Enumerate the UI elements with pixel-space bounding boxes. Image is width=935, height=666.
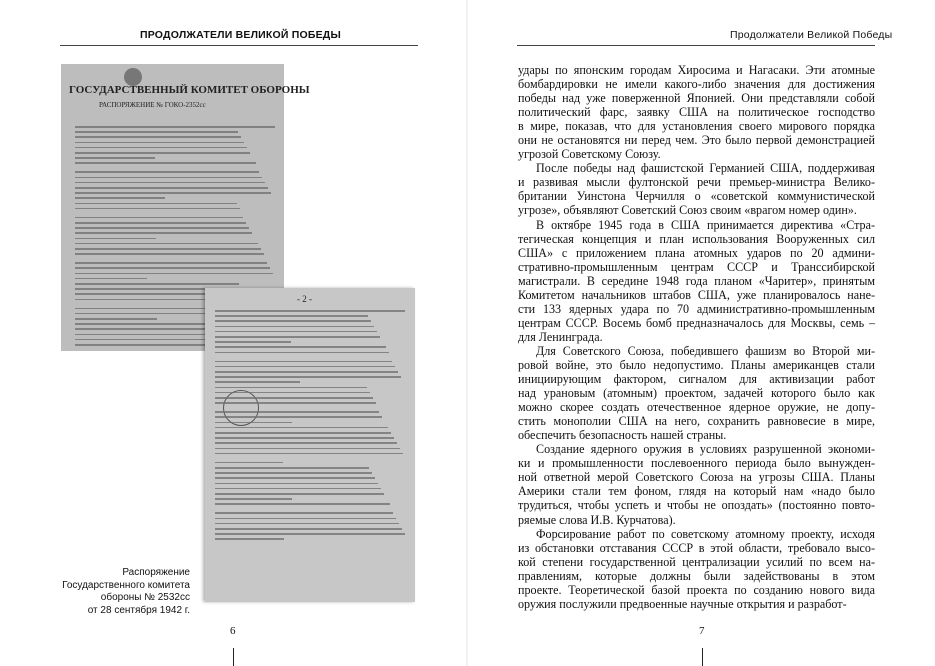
text-line: британии Уинстона Черчилля о «советской коммунистической	[518, 189, 875, 204]
typed-line	[75, 262, 267, 264]
typed-line	[215, 376, 401, 378]
text-line: политический фарс, заявку США на политическое господство	[518, 105, 875, 120]
text-line: угрозой Советскому Союзу.	[518, 147, 661, 162]
typed-line	[215, 416, 382, 418]
text-line: После победы над фашистской Германией США, поддерживая	[536, 161, 875, 176]
text-line: кой степени государственной централизации усилий по всем на-	[518, 554, 875, 569]
text-line: в мире, показав, что для установления своего мирового порядка	[518, 119, 875, 134]
typed-line	[215, 467, 369, 469]
typed-line	[75, 253, 264, 255]
typed-line	[75, 131, 238, 133]
typed-line	[75, 157, 155, 159]
typed-line	[215, 411, 379, 413]
page-footer-tick	[702, 648, 703, 666]
text-line: центрам СССР. Восемь бомб предназначалось для Москвы, семь –	[518, 315, 875, 330]
text-line: из обстановки отставания СССР в этой области, требовало высо-	[518, 540, 875, 555]
typed-line	[215, 493, 384, 495]
typed-line	[75, 243, 258, 245]
typed-line	[75, 177, 262, 179]
typed-line	[75, 152, 250, 154]
typed-line	[215, 427, 388, 429]
paragraph	[518, 63, 875, 161]
paragraph	[518, 344, 875, 442]
text-line: магистрали. В середине 1948 года планом «Чаритер», принятым	[518, 273, 875, 288]
text-line: они не остановятся ни перед чем. Это было первой демонстрацией	[518, 133, 875, 148]
typed-line	[215, 320, 371, 322]
typed-line	[215, 512, 393, 514]
typed-line	[215, 528, 402, 530]
typed-line	[215, 538, 284, 540]
text-line: оружия послужили предвоенные научные открытия и разработ-	[518, 596, 847, 611]
text-line: ки и промышленности послевоенного периода было вынужден-	[518, 456, 875, 471]
body-text	[518, 63, 875, 611]
typed-line	[215, 518, 396, 520]
typed-line	[75, 197, 165, 199]
typed-line	[75, 278, 147, 280]
paragraph	[518, 161, 875, 217]
text-line: можно скорее создать отечественное ядерное оружие, не допу-	[518, 400, 875, 415]
typed-line	[75, 171, 259, 173]
text-line: стративно-промышленным центрам СССР и Транссибирской	[518, 259, 875, 274]
text-line: проекте. Теоретической базой проекта по созданию нового вида	[518, 582, 875, 597]
typed-line	[75, 222, 246, 224]
header-rule	[517, 45, 875, 46]
left-page	[0, 0, 467, 666]
typed-line	[215, 442, 397, 444]
page-number: 6	[230, 625, 236, 637]
typed-line	[75, 232, 252, 234]
header-rule	[60, 45, 418, 46]
typed-line	[215, 402, 376, 404]
paragraph	[518, 442, 875, 526]
typed-line	[75, 147, 247, 149]
page-footer-tick	[233, 648, 234, 666]
archive-document-photo-page-2	[205, 288, 415, 602]
typed-line	[215, 448, 400, 450]
text-line: и развивая мысли фултонской речи премьер-министра Велико-	[518, 175, 875, 190]
typed-line	[215, 432, 391, 434]
typed-line	[215, 341, 291, 343]
typed-line	[215, 352, 389, 354]
text-line: Америки стали тем фоном, глядя на который нам «надо было	[518, 484, 875, 499]
typed-line	[215, 503, 390, 505]
text-line: сти 133 ядерных удара по 70 административно-промышленным	[518, 301, 875, 316]
text-line: для Ленинграда.	[518, 329, 603, 344]
text-line: стить монополии США на него, сохранить равновесие в мире,	[518, 414, 875, 429]
text-line: трудиться, чтобы успеть и чтобы не опоздать» (постоянно повто-	[518, 498, 875, 513]
typed-line	[215, 477, 375, 479]
text-line: ровой войне, это было недопустимо. Планы американцев стали	[518, 357, 875, 372]
paragraph	[518, 527, 875, 611]
typed-line	[215, 371, 398, 373]
running-header: Продолжатели Великой Победы	[730, 29, 893, 41]
document-order-number: РАСПОРЯЖЕНИЕ № ГОКО-2352сс	[99, 101, 206, 109]
typed-line	[215, 310, 405, 312]
typed-line	[215, 462, 283, 464]
text-line: США» с приложением плана атомных ударов по 20 админи-	[518, 245, 875, 260]
caption-line: Государственного комитета	[62, 579, 190, 591]
text-line: тегическая концепция и план использования Вооруженных сил	[518, 231, 875, 246]
typed-line	[215, 366, 395, 368]
typed-line	[215, 315, 368, 317]
document-title: ГОСУДАРСТВЕННЫЙ КОМИТЕТ ОБОРОНЫ	[69, 84, 310, 96]
typed-line	[215, 437, 394, 439]
caption-line: обороны № 2532сс	[100, 592, 190, 603]
typed-line	[215, 346, 386, 348]
typed-line	[215, 336, 380, 338]
typed-line	[75, 267, 270, 269]
typed-line	[75, 142, 244, 144]
typed-line	[75, 126, 275, 128]
typed-line	[75, 162, 256, 164]
text-line: бомбардировки не имели какого-либо значения для достижения	[518, 77, 875, 92]
typed-line	[75, 203, 237, 205]
page-marker: - 2 -	[297, 294, 312, 304]
text-line: Комитетом начальников штабов США, уже планировалось нане-	[518, 287, 875, 302]
text-line: победы над уже поверженной Японией. Они представляли собой	[518, 91, 875, 106]
typed-line	[215, 472, 372, 474]
text-line: угрозе», объявляют Советский Союз своим «врагом номер один».	[518, 203, 857, 218]
typed-line	[75, 217, 243, 219]
typed-line	[215, 387, 367, 389]
paragraph	[518, 218, 875, 344]
typed-line	[75, 182, 265, 184]
typed-line	[215, 381, 300, 383]
photo-caption	[60, 567, 190, 617]
text-line: правлениям, которые должны были задействованы в этом	[518, 568, 875, 583]
typed-line	[75, 318, 157, 320]
typed-line	[75, 248, 261, 250]
typed-line	[75, 273, 273, 275]
page-number: 7	[699, 625, 705, 637]
typed-line	[215, 422, 292, 424]
text-line: Создание ядерного оружия в условиях разрушенной экономи-	[536, 442, 875, 457]
text-line: удары по японским городам Хиросима и Нагасаки. Эти атомные	[518, 63, 875, 77]
text-line: В октябре 1945 года в США принимается директива «Стра-	[536, 217, 875, 232]
text-line: инициирующим фактором, сигналом для активизации работ	[518, 372, 875, 387]
running-header: ПРОДОЛЖАТЕЛИ ВЕЛИКОЙ ПОБЕДЫ	[140, 29, 341, 41]
text-line: ряемые слова И.В. Курчатова).	[518, 512, 676, 527]
typed-line	[75, 283, 239, 285]
typed-line	[75, 187, 268, 189]
typed-line	[215, 392, 370, 394]
seal-stamp-icon	[223, 390, 259, 426]
text-line: ной ответной мерой Советского Союза на угрозы США. Планы	[518, 470, 875, 485]
text-line: над урановым (атомным) проектом, задачей которого было как	[518, 386, 875, 401]
text-line: Форсирование работ по советскому атомному проекту, исходя	[536, 526, 875, 541]
caption-line: Распоряжение	[122, 567, 190, 578]
typed-line	[75, 208, 240, 210]
typed-line	[215, 331, 377, 333]
typed-line	[215, 453, 403, 455]
caption-line: от 28 сентября 1942 г.	[87, 604, 190, 616]
typed-line	[75, 238, 156, 240]
text-line: Для Советского Союза, победившего фашизм во Второй ми-	[536, 343, 875, 358]
typed-line	[215, 397, 373, 399]
right-page	[468, 0, 935, 666]
typed-line	[75, 136, 241, 138]
typed-line	[75, 192, 271, 194]
typed-line	[215, 483, 378, 485]
typed-line	[215, 533, 405, 535]
typed-line	[75, 227, 249, 229]
typed-line	[215, 523, 399, 525]
typed-line	[215, 498, 292, 500]
typed-line	[215, 361, 392, 363]
typed-line	[215, 326, 374, 328]
typed-line	[215, 488, 381, 490]
text-line: обеспечить безопасность нашей страны.	[518, 428, 727, 443]
